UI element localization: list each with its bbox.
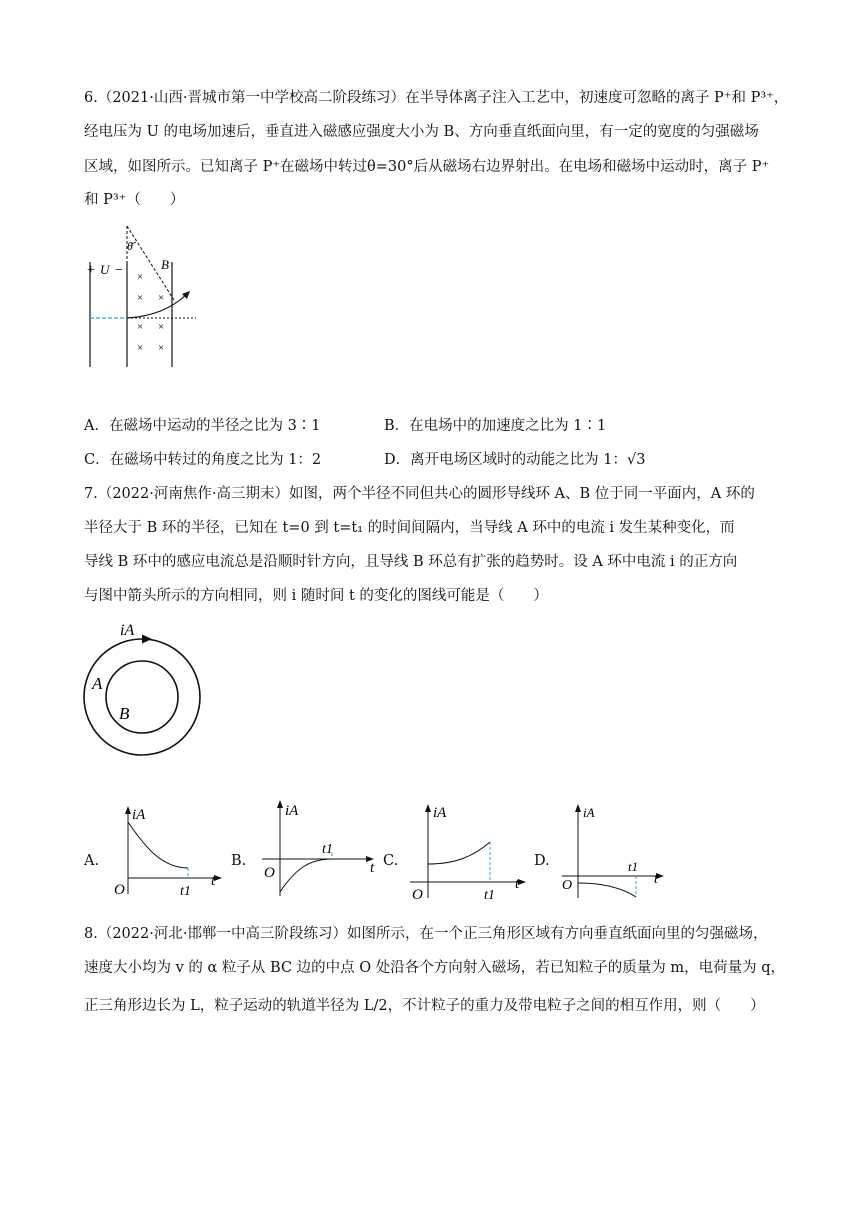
graph-c-xlabel: t xyxy=(515,876,520,892)
q6-option-c: C．在磁场中转过的角度之比为 1：2 xyxy=(84,452,322,468)
graph-b-ylabel: iA xyxy=(285,803,299,819)
q7-line-3: 导线 B 环中的感应电流总是沿顺时针方向，且导线 B 环总有扩张的趋势时。设 A 环中电流 i 的正方向 xyxy=(84,554,738,570)
q6-line-3: 区域，如图所示。已知离子 P⁺在磁场中转过θ=30°后从磁场右边界射出。在电场和磁场中运动时，离子 P⁺ xyxy=(84,159,770,175)
q6-u-label: U xyxy=(100,262,110,277)
graph-d-letter: D. xyxy=(534,853,550,869)
graph-a-xlabel: t xyxy=(211,873,216,889)
q7-ia-label: iA xyxy=(120,622,135,639)
cross-mark: × xyxy=(137,342,144,354)
q6-minus-label: − xyxy=(115,263,123,278)
graph-b-t1: t1 xyxy=(322,842,333,857)
q7-line-4: 与图中箭头所示的方向相同，则 i 随时间 t 的变化的图线可能是（ ） xyxy=(84,588,548,604)
q6-b-label: B xyxy=(161,257,169,272)
cross-mark: × xyxy=(158,342,165,354)
graph-c-ylabel: iA xyxy=(433,805,447,821)
graph-d-t1: t1 xyxy=(628,859,639,874)
q7-line-1: 7.（2022·河南焦作·高三期末）如图，两个半径不同但共心的圆形导线环 A、B 位于同一平面内，A 环的 xyxy=(84,486,755,502)
q6-field-diagram xyxy=(84,222,204,372)
graph-a-letter: A. xyxy=(84,853,100,869)
q7-line-2: 半径大于 B 环的半径，已知在 t=0 到 t=t₁ 的时间间隔内，当导线 A 环中的电流 i 发生某种变化，而 xyxy=(84,520,735,536)
q6-theta-label: θ xyxy=(127,239,133,253)
cross-mark: × xyxy=(158,321,165,333)
graph-d-xlabel: t xyxy=(654,872,658,887)
q6-line-1: 6.（2021·山西·晋城市第一中学校高二阶段练习）在半导体离子注入工艺中，初速度可忽略的离子 P⁺和 P³⁺， xyxy=(84,90,789,106)
q8-line-3: 正三角形边长为 L，粒子运动的轨道半径为 L/2，不计粒子的重力及带电粒子之间的相互作用，则（ ） xyxy=(84,998,765,1014)
cross-mark: × xyxy=(137,321,144,333)
q7-b-label: B xyxy=(119,704,130,723)
graph-d-origin: O xyxy=(562,878,573,893)
graph-c-letter: C. xyxy=(383,853,399,869)
graph-c-origin: O xyxy=(412,887,423,903)
q7-graph-d xyxy=(560,800,672,900)
q6-option-a: A．在磁场中运动的半径之比为 3∶1 xyxy=(84,418,321,434)
graph-a-t1: t1 xyxy=(180,884,191,899)
cross-mark: × xyxy=(137,271,144,283)
graph-a-ylabel: iA xyxy=(132,807,146,823)
graph-b-origin: O xyxy=(264,865,275,881)
q6-option-b: B．在电场中的加速度之比为 1∶1 xyxy=(384,418,607,434)
graph-a-origin: O xyxy=(114,882,125,898)
cross-mark: × xyxy=(158,292,165,304)
graph-c-t1: t1 xyxy=(484,888,495,903)
graph-d-ylabel: iA xyxy=(583,805,595,820)
graph-b-letter: B. xyxy=(231,853,247,869)
cross-mark: × xyxy=(137,292,144,304)
q7-graph-c xyxy=(408,800,532,902)
graph-b-xlabel: t xyxy=(370,860,375,876)
q6-option-d: D．离开电场区域时的动能之比为 1：√3 xyxy=(384,452,646,468)
q7-graph-a xyxy=(110,802,226,900)
q6-plus-label: + xyxy=(87,263,95,278)
q6-line-4: 和 P³⁺（ ） xyxy=(84,192,185,208)
q8-line-1: 8.（2022·河北·邯郸一中高三阶段练习）如图所示，在一个正三角形区域有方向垂直纸面向里的匀强磁场， xyxy=(84,926,768,942)
q6-line-2: 经电压为 U 的电场加速后，垂直进入磁感应强度大小为 B、方向垂直纸面向里，有一定的宽度的匀强磁场 xyxy=(84,124,759,140)
q8-line-2: 速度大小均为 v 的 α 粒子从 BC 边的中点 O 处沿各个方向射入磁场，若已知粒子的质量为 m，电荷量为 q， xyxy=(84,960,786,976)
q7-graph-b xyxy=(258,796,382,900)
q7-a-label: A xyxy=(92,674,103,693)
q7-ring-diagram xyxy=(80,622,220,764)
